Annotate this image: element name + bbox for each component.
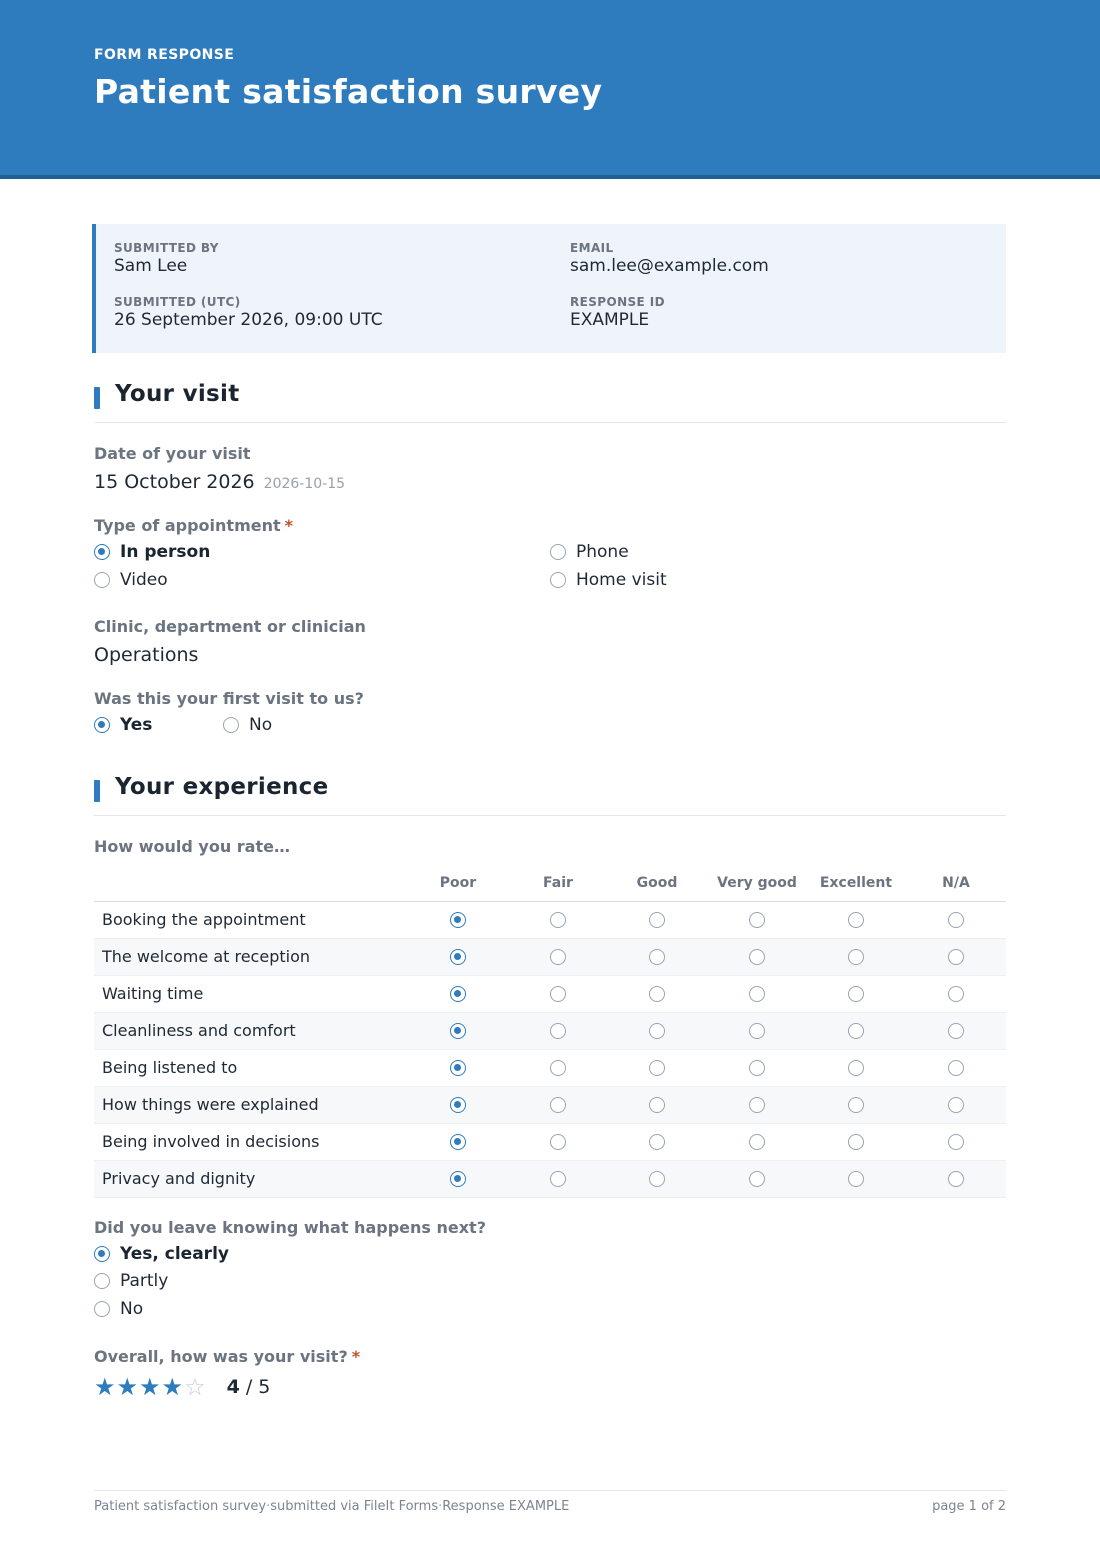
radio-icon[interactable] [948, 986, 964, 1002]
star-filled-icon[interactable]: ★ [139, 1373, 161, 1401]
row-label: Privacy and dignity [102, 1169, 256, 1188]
stars[interactable] [94, 1375, 207, 1399]
first-visit-label: Was this your first visit to us? [94, 689, 364, 708]
overall-score-number: 4 [226, 1376, 240, 1398]
submission-meta-panel [92, 224, 1006, 353]
radio-icon[interactable] [948, 1134, 964, 1150]
submitted-utc-label: SUBMITTED (UTC) [114, 295, 241, 309]
row-label: Being listened to [102, 1058, 238, 1077]
radio-icon[interactable] [948, 912, 964, 928]
section-title: Your experience [115, 774, 329, 800]
footer-response: Response EXAMPLE [442, 1499, 570, 1514]
table-row [94, 939, 1006, 976]
radio-icon[interactable] [948, 1023, 964, 1039]
response-id-value: EXAMPLE [570, 310, 650, 330]
option-label: Yes, clearly [120, 1244, 229, 1264]
radio-icon[interactable] [649, 1097, 665, 1113]
radio-icon[interactable] [749, 1097, 765, 1113]
radio-icon[interactable] [550, 912, 566, 928]
radio-icon[interactable] [550, 1023, 566, 1039]
radio-selected-icon[interactable] [450, 1060, 466, 1076]
appointment-type-label-text: Type of appointment [94, 516, 281, 535]
response-id-label: RESPONSE ID [570, 295, 665, 309]
radio-icon[interactable] [749, 1060, 765, 1076]
first-visit-option-no[interactable] [223, 715, 272, 735]
radio-selected-icon[interactable] [94, 717, 110, 733]
footer-left [94, 1499, 1006, 1514]
star-empty-icon[interactable]: ☆ [184, 1373, 206, 1401]
clinic-value: Operations [94, 644, 199, 666]
overall-label-text: Overall, how was your visit? [94, 1347, 348, 1366]
column-header-fair: Fair [543, 875, 573, 891]
radio-icon[interactable] [649, 1134, 665, 1150]
option-label: Yes [120, 715, 153, 735]
radio-icon[interactable] [948, 1060, 964, 1076]
submitted-utc-value: 26 September 2026, 09:00 UTC [114, 310, 383, 330]
radio-icon[interactable] [848, 1134, 864, 1150]
radio-icon[interactable] [94, 1273, 110, 1289]
row-label: Waiting time [102, 984, 204, 1003]
radio-icon[interactable] [94, 1301, 110, 1317]
option-label: Partly [120, 1271, 169, 1291]
section-accent-bar [94, 387, 100, 409]
overall-score-suffix: / 5 [245, 1376, 271, 1398]
footer-form-name: Patient satisfaction survey [94, 1499, 267, 1514]
radio-icon[interactable] [649, 1171, 665, 1187]
radio-selected-icon[interactable] [450, 1171, 466, 1187]
row-label: Booking the appointment [102, 910, 306, 929]
radio-icon[interactable] [649, 1023, 665, 1039]
radio-icon[interactable] [550, 1171, 566, 1187]
star-filled-icon[interactable]: ★ [116, 1373, 139, 1401]
option-label: No [249, 715, 273, 735]
option-label: In person [120, 542, 211, 562]
overall-star-rating[interactable] [94, 1375, 270, 1399]
radio-icon[interactable] [848, 949, 864, 965]
radio-icon[interactable] [649, 912, 665, 928]
radio-icon[interactable] [649, 949, 665, 965]
overall-score [227, 1376, 271, 1398]
table-row [94, 902, 1006, 939]
radio-icon[interactable] [649, 1060, 665, 1076]
footer-page-number: page 1 of 2 [932, 1499, 1006, 1514]
header-banner [0, 0, 1100, 179]
first-visit-option-yes[interactable] [94, 715, 152, 735]
radio-icon[interactable] [848, 1060, 864, 1076]
section-your-visit [94, 383, 1006, 423]
next-steps-label: Did you leave knowing what happens next? [94, 1218, 486, 1237]
radio-icon[interactable] [749, 1134, 765, 1150]
footer-submitted-via: submitted via FileIt Forms [270, 1499, 439, 1514]
radio-icon[interactable] [848, 1097, 864, 1113]
radio-icon[interactable] [948, 1171, 964, 1187]
radio-icon[interactable] [550, 1134, 566, 1150]
radio-selected-icon[interactable] [450, 1023, 466, 1039]
radio-icon[interactable] [550, 949, 566, 965]
radio-selected-icon[interactable] [450, 1134, 466, 1150]
section-title: Your visit [115, 381, 240, 407]
appointment-option-home-visit[interactable] [550, 570, 667, 590]
table-row [94, 1087, 1006, 1124]
table-row [94, 1050, 1006, 1087]
radio-icon[interactable] [550, 1097, 566, 1113]
radio-icon[interactable] [749, 1023, 765, 1039]
column-header-good: Good [636, 875, 678, 891]
radio-icon[interactable] [848, 1171, 864, 1187]
rating-grid-label: How would you rate… [94, 837, 290, 856]
page-footer [94, 1490, 1006, 1514]
radio-icon[interactable] [848, 986, 864, 1002]
radio-icon[interactable] [948, 949, 964, 965]
radio-icon[interactable] [948, 1097, 964, 1113]
radio-icon[interactable] [94, 572, 110, 588]
radio-selected-icon[interactable] [450, 986, 466, 1002]
radio-icon[interactable] [749, 986, 765, 1002]
column-header-excellent: Excellent [819, 875, 893, 891]
submitted-by-label: SUBMITTED BY [114, 241, 219, 255]
row-label: Cleanliness and comfort [102, 1021, 296, 1040]
clinic-label: Clinic, department or clinician [94, 617, 366, 636]
option-label: Video [120, 570, 168, 590]
radio-icon[interactable] [848, 912, 864, 928]
form-eyebrow: FORM RESPONSE [94, 47, 235, 63]
table-row [94, 1161, 1006, 1198]
option-label: Home visit [576, 570, 667, 590]
submitted-by-value: Sam Lee [114, 256, 188, 276]
submitted-utc [114, 295, 383, 330]
rating-grid-header [94, 872, 1006, 902]
row-label: The welcome at reception [102, 947, 310, 966]
next-steps-option-no[interactable] [94, 1299, 143, 1319]
email-value: sam.lee@example.com [570, 256, 769, 276]
radio-selected-icon[interactable] [94, 1246, 110, 1262]
email-label: EMAIL [570, 241, 614, 255]
required-marker: * [284, 516, 293, 535]
required-marker: * [351, 1347, 361, 1366]
option-label: Phone [576, 542, 629, 562]
radio-icon[interactable] [749, 912, 765, 928]
radio-icon[interactable] [550, 544, 566, 560]
column-header-na: N/A [942, 875, 970, 891]
appointment-option-video[interactable] [94, 570, 168, 590]
visit-date-iso: 2026-10-15 [263, 476, 346, 492]
radio-selected-icon[interactable] [450, 1097, 466, 1113]
radio-icon[interactable] [649, 986, 665, 1002]
radio-icon[interactable] [550, 572, 566, 588]
appointment-option-phone[interactable] [550, 542, 629, 562]
radio-icon[interactable] [550, 1060, 566, 1076]
overall-label [94, 1347, 360, 1366]
table-row [94, 976, 1006, 1013]
email [570, 241, 769, 276]
star-filled-icon[interactable]: ★ [161, 1373, 184, 1401]
radio-selected-icon[interactable] [450, 912, 466, 928]
option-label: No [120, 1299, 144, 1319]
section-accent-bar [94, 780, 100, 802]
table-row [94, 1013, 1006, 1050]
submitted-by [114, 241, 219, 276]
radio-icon[interactable] [223, 717, 239, 733]
next-steps-option-yes-clearly[interactable] [94, 1244, 229, 1264]
section-your-experience [94, 776, 1006, 816]
visit-date-answer [94, 471, 345, 493]
footer-separator: · [438, 1499, 443, 1514]
table-row [94, 1124, 1006, 1161]
radio-selected-icon[interactable] [450, 949, 466, 965]
radio-selected-icon[interactable] [94, 544, 110, 560]
response-id [570, 295, 665, 330]
visit-date-label: Date of your visit [94, 444, 251, 463]
column-header-very-good: Very good [717, 875, 797, 891]
star-filled-icon[interactable]: ★ [94, 1373, 116, 1401]
appointment-option-in-person[interactable] [94, 542, 210, 562]
row-label: How things were explained [102, 1095, 319, 1114]
radio-icon[interactable] [749, 949, 765, 965]
row-label: Being involved in decisions [102, 1132, 320, 1151]
radio-icon[interactable] [550, 986, 566, 1002]
next-steps-option-partly[interactable] [94, 1271, 168, 1291]
column-header-poor: Poor [439, 875, 477, 891]
radio-icon[interactable] [848, 1023, 864, 1039]
footer-separator: · [266, 1499, 271, 1514]
radio-icon[interactable] [749, 1171, 765, 1187]
visit-date-value: 15 October 2026 [94, 471, 255, 493]
page-title: Patient satisfaction survey [94, 72, 603, 111]
appointment-type-label [94, 516, 293, 535]
